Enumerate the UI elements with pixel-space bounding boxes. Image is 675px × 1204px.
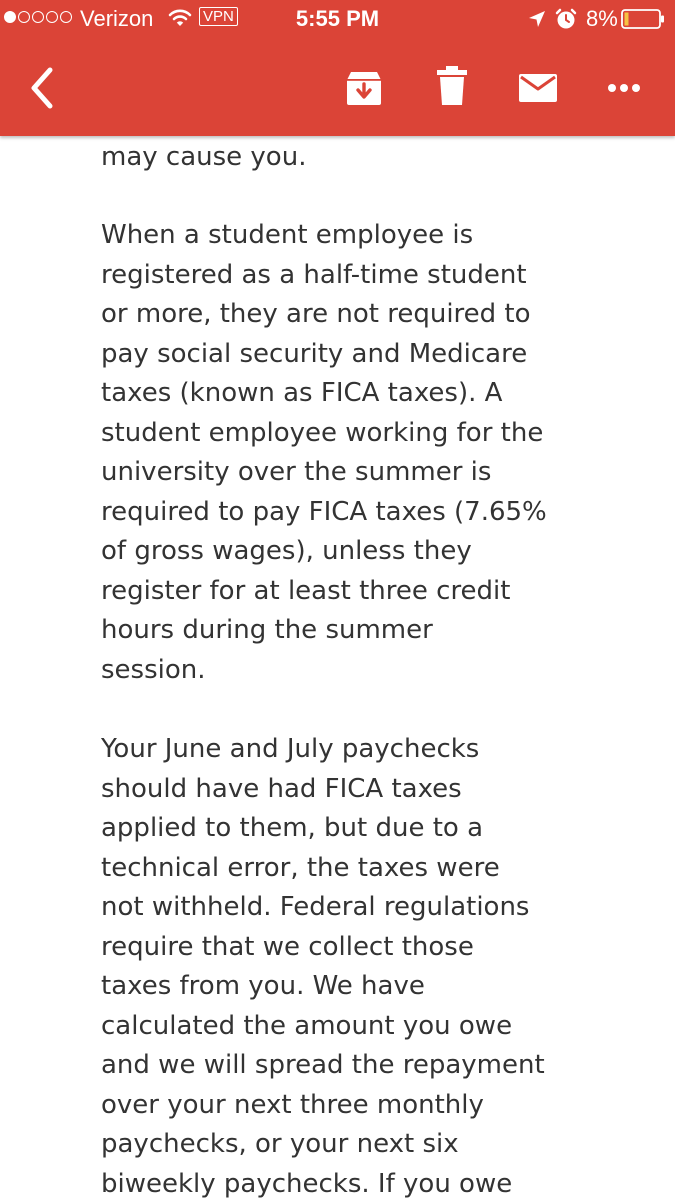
location-arrow-icon: [527, 9, 547, 29]
battery-icon: [621, 9, 665, 29]
mail-icon[interactable]: [518, 73, 558, 103]
status-bar: [0, 0, 675, 38]
message-paragraph: may cause you.: [101, 142, 307, 172]
message-paragraph: Your June and July paychecks should have had FICA taxes applied to them, but due to a technical error, the taxes were not withheld. Federal regulations require that we collect those taxes from you. We have calculated the amount you owe and we will spread the repayment over your next three monthly paychecks, or your next six biweekly paychecks. If you owe: [101, 734, 545, 1199]
more-options-icon[interactable]: [606, 78, 642, 98]
battery-percentage: 8%: [586, 6, 618, 31]
trash-icon[interactable]: [435, 66, 469, 106]
message-paragraph: When a student employee is registered as a half-time student or more, they are not required to pay social security and Medicare taxes (known as FICA taxes). A student employee working for the university over the summer is required to pay FICA taxes (7.65% of gross wages), unless they register for at least three credit hours during the summer session.: [101, 220, 547, 685]
back-button[interactable]: [22, 64, 62, 112]
vpn-badge: VPN: [199, 7, 238, 26]
archive-button[interactable]: [345, 70, 383, 106]
alarm-clock-icon: [555, 8, 577, 30]
carrier-name: Verizon: [80, 6, 154, 31]
status-time: 5:55 PM: [295, 6, 380, 31]
app-header: [0, 0, 675, 136]
